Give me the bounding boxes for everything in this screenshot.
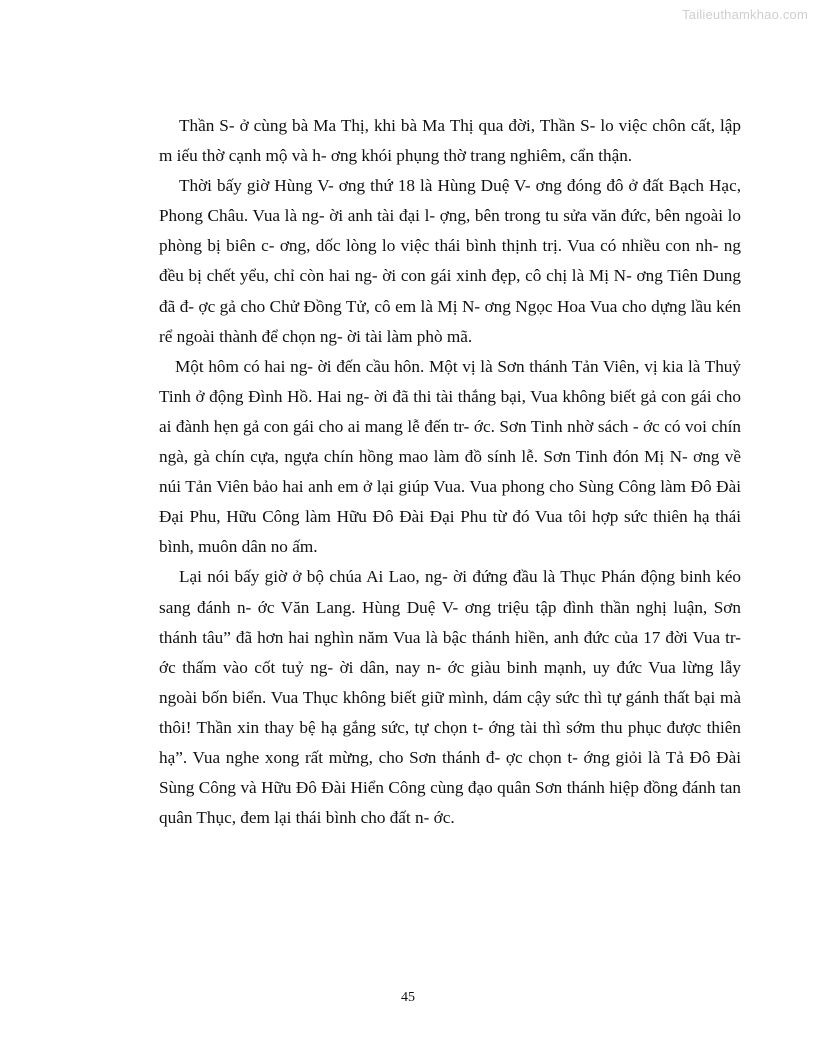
paragraph-1: Thần S- ở cùng bà Ma Thị, khi bà Ma Thị qua đời, Thần S- lo việc chôn cất, lập m iếu thờ cạnh mộ và h- ơng khói phụng thờ trang nghiêm, cẩn thận.	[159, 116, 741, 166]
document-body	[159, 111, 741, 833]
paragraph-3: Một hôm có hai ng- ời đến cầu hôn. Một vị là Sơn thánh Tản Viên, vị kia là Thuỷ Tinh ở động Đình Hồ. Hai ng- ời đã thi tài thắng bại, Vua không biết gả con gái cho ai đành hẹn gả con gái cho ai mang lễ đến tr- ớc. Sơn Tinh nhờ sách - ớc có voi chín ngà, gà chín cựa, ngựa chín hồng mao làm đồ sính lễ. Sơn Tinh đón Mị N- ơng về núi Tản Viên bảo hai anh em ở lại giúp Vua. Vua phong cho Sùng Công làm Đô Đài Đại Phu, Hữu Công làm Hữu Đô Đài Đại Phu từ đó Vua tôi hợp sức thiên hạ thái bình, muôn dân no ấm.	[159, 356, 741, 557]
paragraph-2: Thời bấy giờ Hùng V- ơng thứ 18 là Hùng Duệ V- ơng đóng đô ở đất Bạch Hạc, Phong Châu. Vua là ng- ời anh tài đại l- ợng, bên trong tu sửa văn đức, bên ngoài lo phòng bị biên c- ơng, dốc lòng lo việc thái bình thịnh trị. Vua có nhiều con nh- ng đều bị chết yểu, chỉ còn hai ng- ời con gái xinh đẹp, cô chị là Mị N- ơng Tiên Dung đã đ- ợc gả cho Chử Đồng Tử, cô em là Mị N- ơng Ngọc Hoa Vua cho dựng lầu kén rể ngoài thành để chọn ng- ời tài làm phò mã.	[159, 176, 741, 346]
paragraph-4: Lại nói bấy giờ ở bộ chúa Ai Lao, ng- ời đứng đầu là Thục Phán động binh kéo sang đánh n- ớc Văn Lang. Hùng Duệ V- ơng triệu tập đình thần nghị luận, Sơn thánh tâu” đã hơn hai nghìn năm Vua là bậc thánh hiền, anh đức của 17 đời Vua tr- ớc thấm vào cốt tuỷ ng- ời dân, nay n- ớc giàu binh mạnh, uy đức Vua lừng lẫy ngoài bốn biển. Vua Thục không biết giữ mình, dám cậy sức thì tự gánh thất bại mà thôi! Thần xin thay bệ hạ gắng sức, tự chọn t- ớng tài thì sớm thu phục được thiên hạ”. Vua nghe xong rất mừng, cho Sơn thánh đ- ợc chọn t- ớng giỏi là Tả Đô Đài Sùng Công và Hữu Đô Đài Hiển Công cùng đạo quân Sơn thánh hiệp đồng đánh tan quân Thục, đem lại thái bình cho đất n- ớc.	[159, 567, 741, 828]
page-number: 45	[401, 990, 415, 1005]
watermark: Tailieuthamkhao.com	[682, 7, 808, 22]
